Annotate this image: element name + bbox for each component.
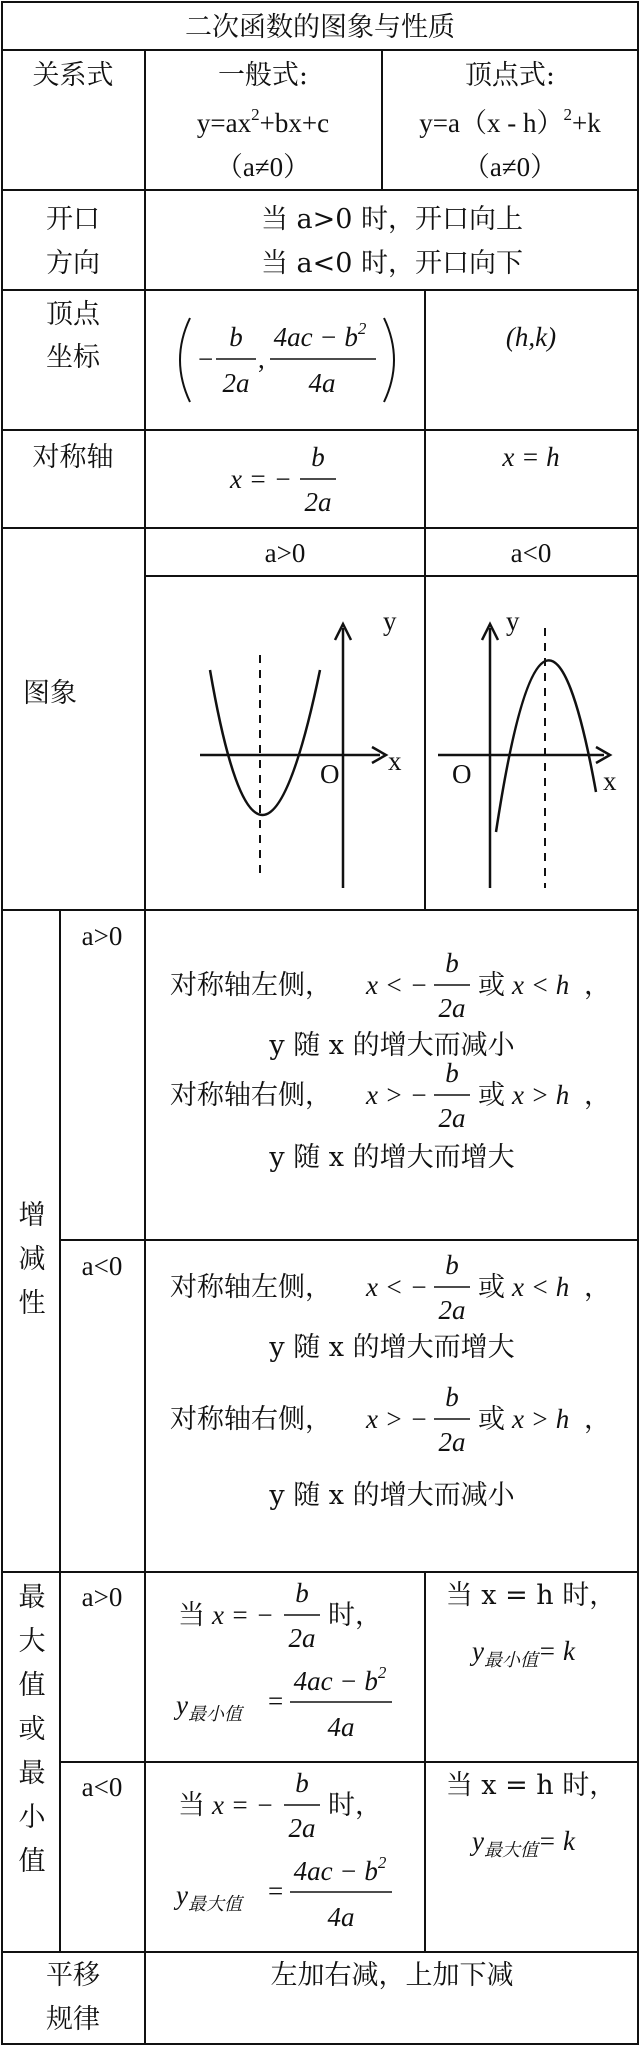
- mono-pos-left: [170, 948, 611, 1023]
- ext-neg-vertex-when: 当 x = h 时，: [445, 1770, 617, 1801]
- mono-pos-cond: a>0: [81, 921, 123, 951]
- translation-label-2: 规律: [46, 2004, 100, 2035]
- graph-label: 图象: [23, 678, 77, 709]
- left-paren: [180, 318, 190, 402]
- mono-neg-left-num: b: [445, 1250, 459, 1280]
- opening-label-2: 方向: [46, 248, 100, 279]
- axis-label: 对称轴: [32, 442, 114, 473]
- ext-label-4: 最: [18, 1758, 46, 1789]
- mono-pos-left-ineq: x < −: [366, 970, 428, 1000]
- ext-label-0: 最: [18, 1582, 46, 1613]
- mono-pos-right-comma: ，: [584, 1080, 611, 1111]
- mono-neg-left: [170, 1250, 611, 1325]
- mono-pos-right-alt: x > h: [512, 1080, 570, 1110]
- ext-pos-when: 当: [178, 1600, 205, 1631]
- vertex-general-formula: [180, 318, 394, 402]
- axis-general-den: 2a: [304, 487, 332, 517]
- mono-neg-right-result: y 随 x 的增大而减小: [269, 1480, 515, 1511]
- axis-general-lhs: x = −: [230, 464, 292, 494]
- vertex-form-formula: y=a（x - h）$^2$+k: [419, 105, 601, 138]
- ext-pos-x-eq: x = −: [212, 1600, 274, 1630]
- mono-pos-left-result: y 随 x 的增大而减小: [269, 1030, 515, 1061]
- mono-pos-right-num: b: [445, 1058, 459, 1088]
- ext-label-5: 小: [18, 1802, 46, 1833]
- ext-pos-val-den: 4a: [327, 1712, 355, 1742]
- mono-label-2: 减: [18, 1244, 46, 1275]
- graph-neg: [438, 624, 610, 888]
- mono-pos-right-ineq: x > −: [366, 1080, 428, 1110]
- ext-neg-den: 2a: [288, 1813, 316, 1843]
- mono-pos-right-den: 2a: [438, 1103, 466, 1133]
- ext-pos-val-num: $4ac - b^2$: [293, 1663, 387, 1696]
- general-form-title: 一般式:: [217, 60, 309, 91]
- mono-neg-left-or: 或: [478, 1272, 505, 1303]
- graph-neg-x-label: x: [603, 766, 617, 796]
- graph-pos-y-label: y: [383, 606, 397, 636]
- graph-pos-x-label: x: [388, 746, 402, 776]
- ext-neg-num: b: [295, 1768, 309, 1798]
- mono-pos-left-or: 或: [478, 970, 505, 1001]
- vertex-form-condition: （a≠0）: [462, 152, 558, 182]
- right-paren: [384, 318, 394, 402]
- vertex-form-coords: (h,k): [505, 322, 557, 352]
- translation-text: 左加右减，上加下减: [270, 1960, 514, 1991]
- opening-line-2: 当 a<0 时，开口向下: [260, 248, 524, 279]
- vertex-num-1: b: [229, 322, 243, 352]
- opening-label-1: 开口: [46, 204, 100, 235]
- vertex-den-1: 2a: [222, 368, 250, 398]
- graph-neg-origin: O: [452, 759, 472, 789]
- graph-pos: [200, 624, 386, 888]
- opening-line-1: 当 a>0 时，开口向上: [260, 204, 524, 235]
- vertex-label-2: 坐标: [46, 342, 100, 373]
- mono-neg-left-ineq: x < −: [366, 1272, 428, 1302]
- ext-label-3: 或: [18, 1714, 46, 1745]
- vertex-comma: ,: [258, 344, 265, 374]
- mono-neg-right-ineq: x > −: [366, 1404, 428, 1434]
- axis-vertex-form: x = h: [502, 442, 560, 472]
- mono-pos-left-comma: ，: [584, 970, 611, 1001]
- mono-pos-right-or: 或: [478, 1080, 505, 1111]
- ext-pos-general: [173, 1578, 392, 1742]
- mono-pos-left-num: b: [445, 948, 459, 978]
- general-form-formula: $y=ax^2+bx+c$: [196, 105, 330, 138]
- vertex-label-1: 顶点: [46, 299, 100, 330]
- mono-pos-right: [170, 1058, 611, 1133]
- ext-pos-y: $y_{最小值}$: [176, 1690, 242, 1724]
- mono-neg-right-den: 2a: [438, 1427, 466, 1457]
- ext-neg-x-eq: x = −: [212, 1790, 274, 1820]
- ext-label-2: 值: [18, 1670, 46, 1701]
- mono-neg-right-prefix: 对称轴右侧，: [170, 1404, 332, 1435]
- vertex-minus: −: [198, 344, 214, 374]
- mono-neg-left-result: y 随 x 的增大而增大: [269, 1332, 515, 1363]
- graph-pos-header: a>0: [264, 538, 306, 568]
- mono-neg-cond: a<0: [81, 1251, 123, 1281]
- ext-neg-val-num: $4ac - b^2$: [293, 1853, 387, 1886]
- mono-pos-right-prefix: 对称轴右侧，: [170, 1080, 332, 1111]
- ext-pos-den: 2a: [288, 1623, 316, 1653]
- ext-neg-when: 当: [178, 1790, 205, 1821]
- ext-neg-eq: =: [268, 1876, 284, 1906]
- mono-neg-right-num: b: [445, 1382, 459, 1412]
- ext-neg-val-den: 4a: [327, 1902, 355, 1932]
- ext-neg-general: [173, 1768, 392, 1932]
- ext-pos-vertex-y: $y_{最小值}= k$: [472, 1636, 575, 1670]
- mono-neg-left-alt: x < h: [512, 1272, 570, 1302]
- translation-label-1: 平移: [46, 1960, 100, 1991]
- mono-neg-left-comma: ，: [584, 1272, 611, 1303]
- ext-label-6: 值: [18, 1846, 46, 1877]
- mono-label-1: 增: [18, 1200, 46, 1231]
- graph-neg-y-label: y: [506, 606, 520, 636]
- graph-neg-header: a<0: [510, 538, 552, 568]
- ext-label-1: 大: [18, 1626, 46, 1657]
- mono-neg-right-alt: x > h: [512, 1404, 570, 1434]
- mono-neg-right: [170, 1382, 611, 1457]
- relation-label: 关系式: [32, 60, 114, 91]
- ext-pos-vertex-when: 当 x = h 时，: [445, 1580, 617, 1611]
- ext-pos-cond: a>0: [81, 1582, 123, 1612]
- ext-neg-vertex-y: $y_{最大值}= k$: [472, 1826, 575, 1860]
- ext-pos-num: b: [295, 1578, 309, 1608]
- vertex-form-title: 顶点式:: [464, 60, 556, 91]
- ext-neg-cond: a<0: [81, 1772, 123, 1802]
- table-title: 二次函数的图象与性质: [185, 12, 455, 43]
- mono-neg-left-den: 2a: [438, 1295, 466, 1325]
- ext-neg-time: 时，: [328, 1790, 382, 1821]
- graph-pos-origin: O: [320, 759, 340, 789]
- mono-neg-right-or: 或: [478, 1404, 505, 1435]
- vertex-num-2: $4ac - b^2$: [273, 319, 367, 352]
- general-form-condition: （a≠0）: [215, 152, 311, 182]
- ext-pos-time: 时，: [328, 1600, 382, 1631]
- mono-pos-right-result: y 随 x 的增大而增大: [269, 1142, 515, 1173]
- ext-neg-y: $y_{最大值}$: [176, 1880, 242, 1914]
- vertex-den-2: 4a: [308, 368, 336, 398]
- mono-pos-left-prefix: 对称轴左侧，: [170, 970, 332, 1001]
- mono-label-3: 性: [18, 1288, 46, 1319]
- ext-pos-eq: =: [268, 1686, 284, 1716]
- mono-pos-left-alt: x < h: [512, 970, 570, 1000]
- axis-general-num: b: [311, 442, 325, 472]
- mono-neg-right-comma: ，: [584, 1404, 611, 1435]
- mono-neg-left-prefix: 对称轴左侧，: [170, 1272, 332, 1303]
- mono-pos-left-den: 2a: [438, 993, 466, 1023]
